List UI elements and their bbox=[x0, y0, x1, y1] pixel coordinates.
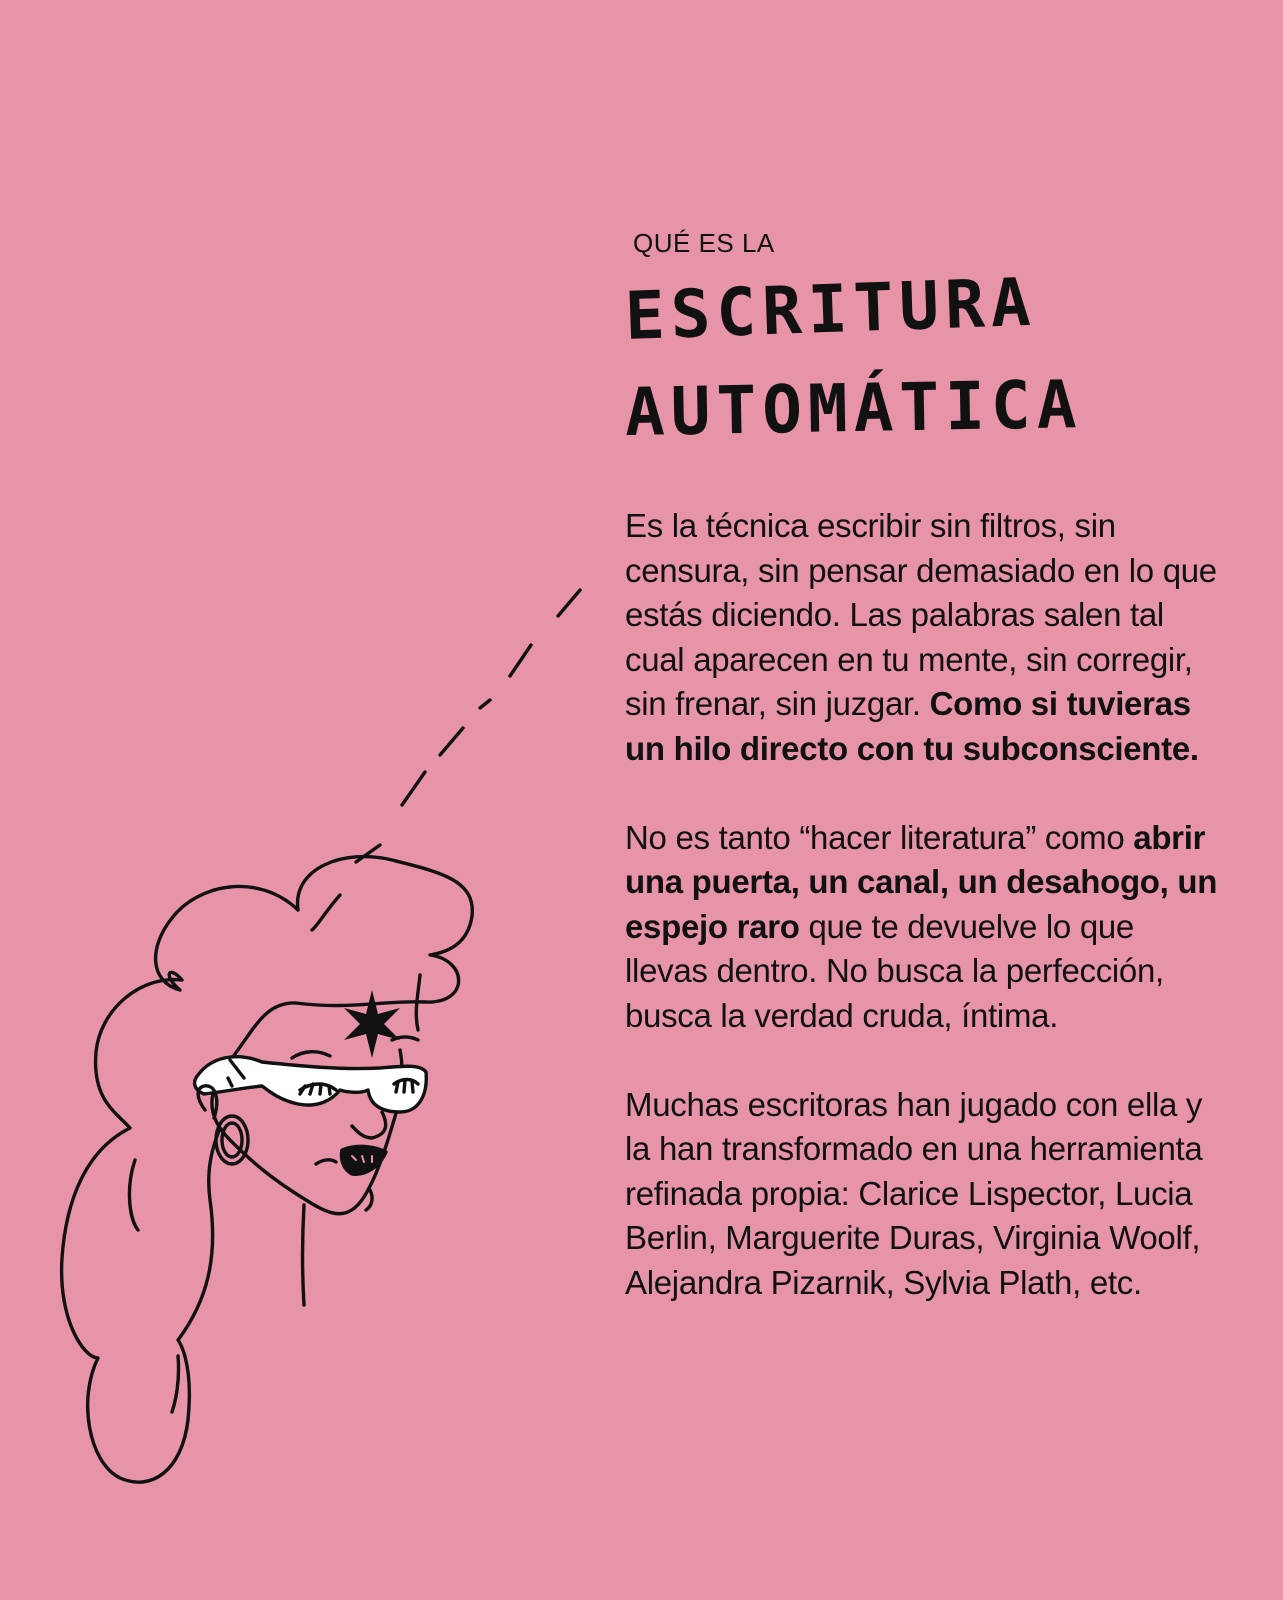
paragraph-1-bold: Como si tuvieras un hilo directo con tu subconsciente. bbox=[625, 685, 1199, 767]
title-kicker: QUÉ ES LA bbox=[633, 228, 775, 258]
hair-outline bbox=[62, 857, 473, 1483]
paragraph-2-text-a: No es tanto “hacer literatura” como bbox=[625, 818, 1125, 856]
paragraph-1 bbox=[625, 504, 1225, 772]
star-icon bbox=[344, 990, 400, 1058]
paragraph-3-text: Muchas escritoras han jugado con ella y la han transformado en una herramienta refinada propia: Clarice Lispector, Lucia Berlin, Marguerite Duras, Virginia Woolf, Alejandra Pizarnik, Sylvia Plath, etc. bbox=[625, 1085, 1203, 1301]
paragraph-2-text-b: que te devuelve lo que llevas dentro. No busca la perfección, busca la verdad cruda, íntima. bbox=[625, 907, 1164, 1034]
paragraph-2-bold: abrir una puerta, un canal, un desahogo, un espejo raro bbox=[625, 818, 1218, 945]
nose bbox=[352, 1112, 386, 1138]
hoop-earring-icon bbox=[198, 1086, 248, 1164]
title-line-2: AUTOMÁTICA bbox=[624, 366, 1083, 451]
neck bbox=[303, 1205, 305, 1305]
title-line-1: ESCRITURA bbox=[623, 263, 1038, 355]
eyebrow bbox=[292, 1052, 330, 1058]
body-copy bbox=[625, 504, 1225, 1306]
paragraph-1-text: Es la técnica escribir sin filtros, sin censura, sin pensar demasiado en lo que estás diciendo. Las palabras salen tal cual aparecen en tu mente, sin corregir, sin frenar, sin juzgar. bbox=[625, 507, 1217, 723]
hair-strand bbox=[129, 1160, 138, 1230]
dashed-line bbox=[356, 590, 580, 862]
text-column bbox=[625, 230, 1225, 1306]
glasses bbox=[195, 1057, 427, 1112]
chin-line bbox=[316, 1160, 336, 1164]
paragraph-3 bbox=[625, 1083, 1225, 1306]
hair-strand bbox=[312, 895, 340, 930]
paragraph-2 bbox=[625, 816, 1225, 1039]
hair-strand bbox=[172, 1356, 179, 1412]
